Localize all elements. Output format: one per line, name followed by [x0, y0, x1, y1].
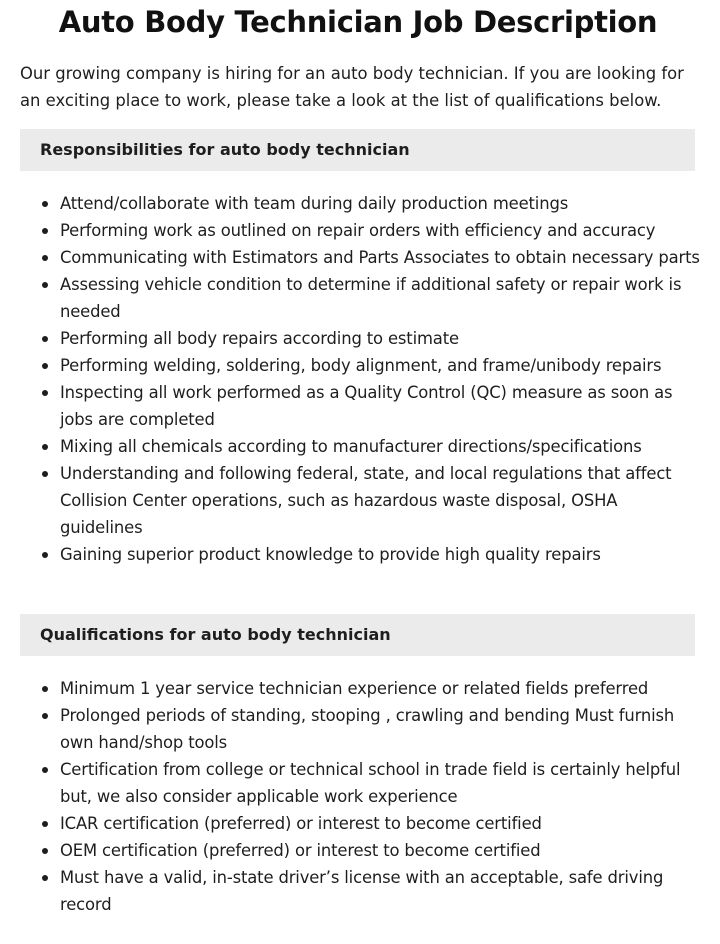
qualifications-heading: Qualifications for auto body technician	[20, 614, 695, 656]
list-item: Inspecting all work performed as a Quality Control (QC) measure as soon as jobs are completed	[20, 379, 700, 433]
list-item: Performing welding, soldering, body alignment, and frame/unibody repairs	[20, 352, 700, 379]
list-item: Assessing vehicle condition to determine if additional safety or repair work is needed	[20, 271, 700, 325]
list-item: Performing work as outlined on repair orders with efficiency and accuracy	[20, 217, 700, 244]
list-item: Prolonged periods of standing, stooping , crawling and bending Must furnish own hand/shop tools	[20, 702, 700, 756]
list-item: Minimum 1 year service technician experience or related fields preferred	[20, 675, 700, 702]
qualifications-list	[20, 675, 700, 918]
intro-paragraph: Our growing company is hiring for an auto body technician. If you are looking for an exciting place to work, please take a look at the list of qualifications below.	[20, 64, 684, 110]
list-item: Communicating with Estimators and Parts Associates to obtain necessary parts	[20, 244, 700, 271]
list-item: Must have a valid, in-state driver’s license with an acceptable, safe driving record	[20, 864, 700, 918]
list-item: Mixing all chemicals according to manufacturer directions/specifications	[20, 433, 700, 460]
responsibilities-heading: Responsibilities for auto body technician	[20, 129, 695, 171]
list-item: Attend/collaborate with team during daily production meetings	[20, 190, 700, 217]
list-item: Performing all body repairs according to estimate	[20, 325, 700, 352]
page-title: Auto Body Technician Job Description	[58, 5, 658, 39]
list-item: Certification from college or technical school in trade field is certainly helpful but, we also consider applicable work experience	[20, 756, 700, 810]
list-item: Understanding and following federal, state, and local regulations that affect Collision Center operations, such as hazardous waste disposal, OSHA guidelines	[20, 460, 700, 541]
responsibilities-list	[20, 190, 700, 568]
list-item: OEM certification (preferred) or interest to become certified	[20, 837, 700, 864]
list-item: Gaining superior product knowledge to provide high quality repairs	[20, 541, 700, 568]
list-item: ICAR certification (preferred) or interest to become certified	[20, 810, 700, 837]
